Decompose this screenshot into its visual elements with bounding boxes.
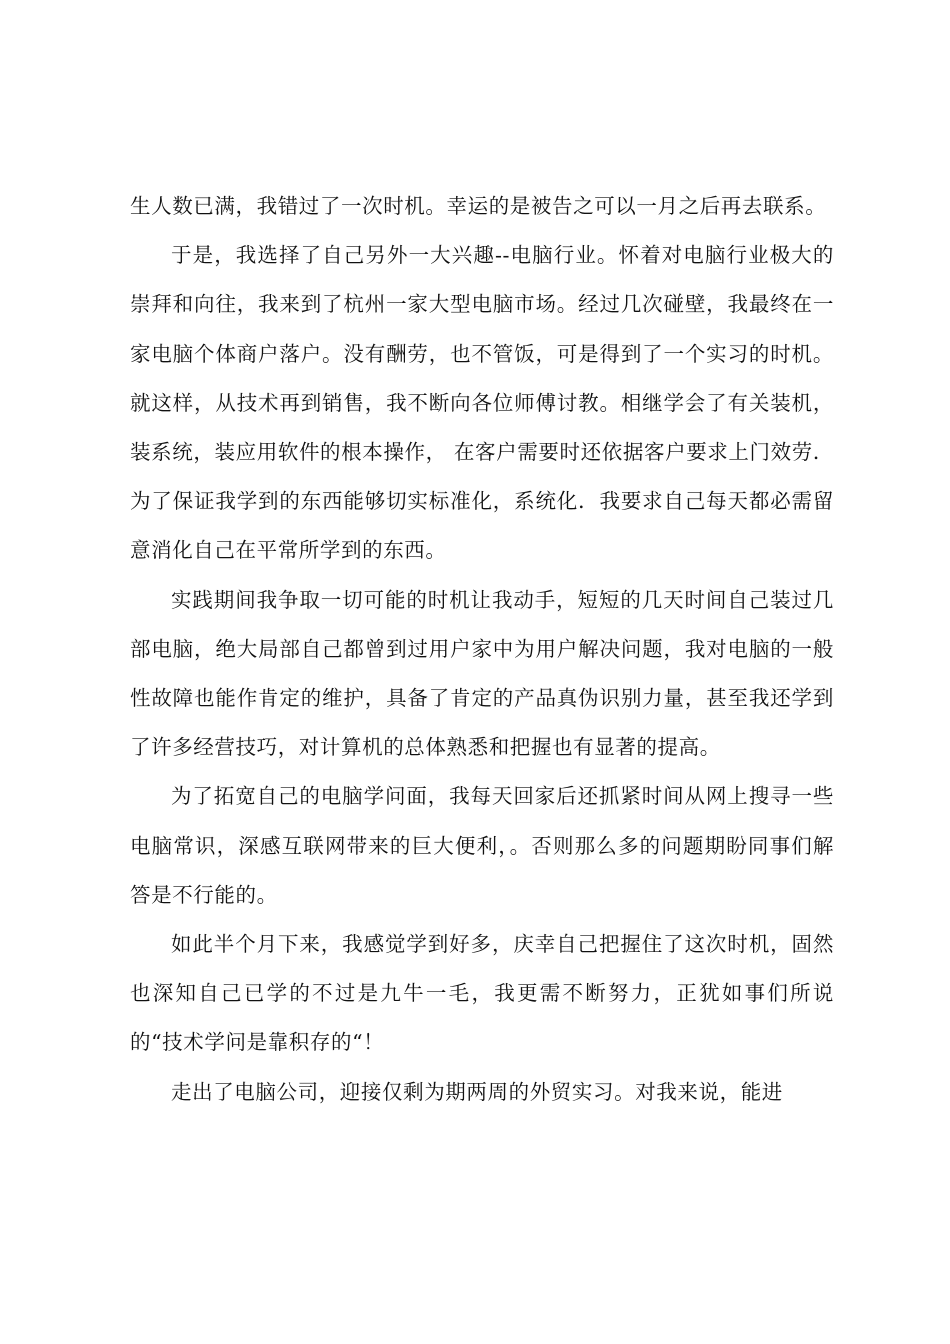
document-body [130, 182, 834, 1117]
paragraph-4: 为了拓宽自己的电脑学问面，我每天回家后还抓紧时间从网上搜寻一些电脑常识，深感互联网带来的巨大便利，。否则那么多的问题期盼同事们解答是不行能的。 [130, 784, 834, 907]
paragraph-1: 生人数已满，我错过了一次时机。幸运的是被告之可以一月之后再去联系。 [130, 194, 827, 218]
paragraph-2: 于是，我选择了自己另外一大兴趣--电脑行业。怀着对电脑行业极大的崇拜和向往，我来到了杭州一家大型电脑市场。经过几次碰壁，我最终在一家电脑个体商户落户。没有酬劳，也不管饭，可是得到了一个实习的时机。就这样，从技术再到销售，我不断向各位师傅讨教。相继学会了有关装机，装系统，装应用软件的根本操作， 在客户需要时还依据客户要求上门效劳．为了保证我学到的东西能够切实标准化，系统化．我要求自己每天都必需留意消化自己在平常所学到的东西。 [130, 243, 834, 563]
paragraph-5: 如此半个月下来，我感觉学到好多，庆幸自己把握住了这次时机，固然也深知自己已学的不过是九牛一毛，我更需不断努力，正犹如事们所说的“技术学问是靠积存的“！ [130, 932, 834, 1055]
paragraph-6: 走出了电脑公司，迎接仅剩为期两周的外贸实习。对我来说，能进 [171, 1079, 783, 1104]
paragraph-3: 实践期间我争取一切可能的时机让我动手，短短的几天时间自己装过几部电脑，绝大局部自己都曾到过用户家中为用户解决问题，我对电脑的一般性故障也能作肯定的维护，具备了肯定的产品真伪识别力量，甚至我还学到了许多经营技巧，对计算机的总体熟悉和把握也有显著的提高。 [130, 587, 834, 760]
